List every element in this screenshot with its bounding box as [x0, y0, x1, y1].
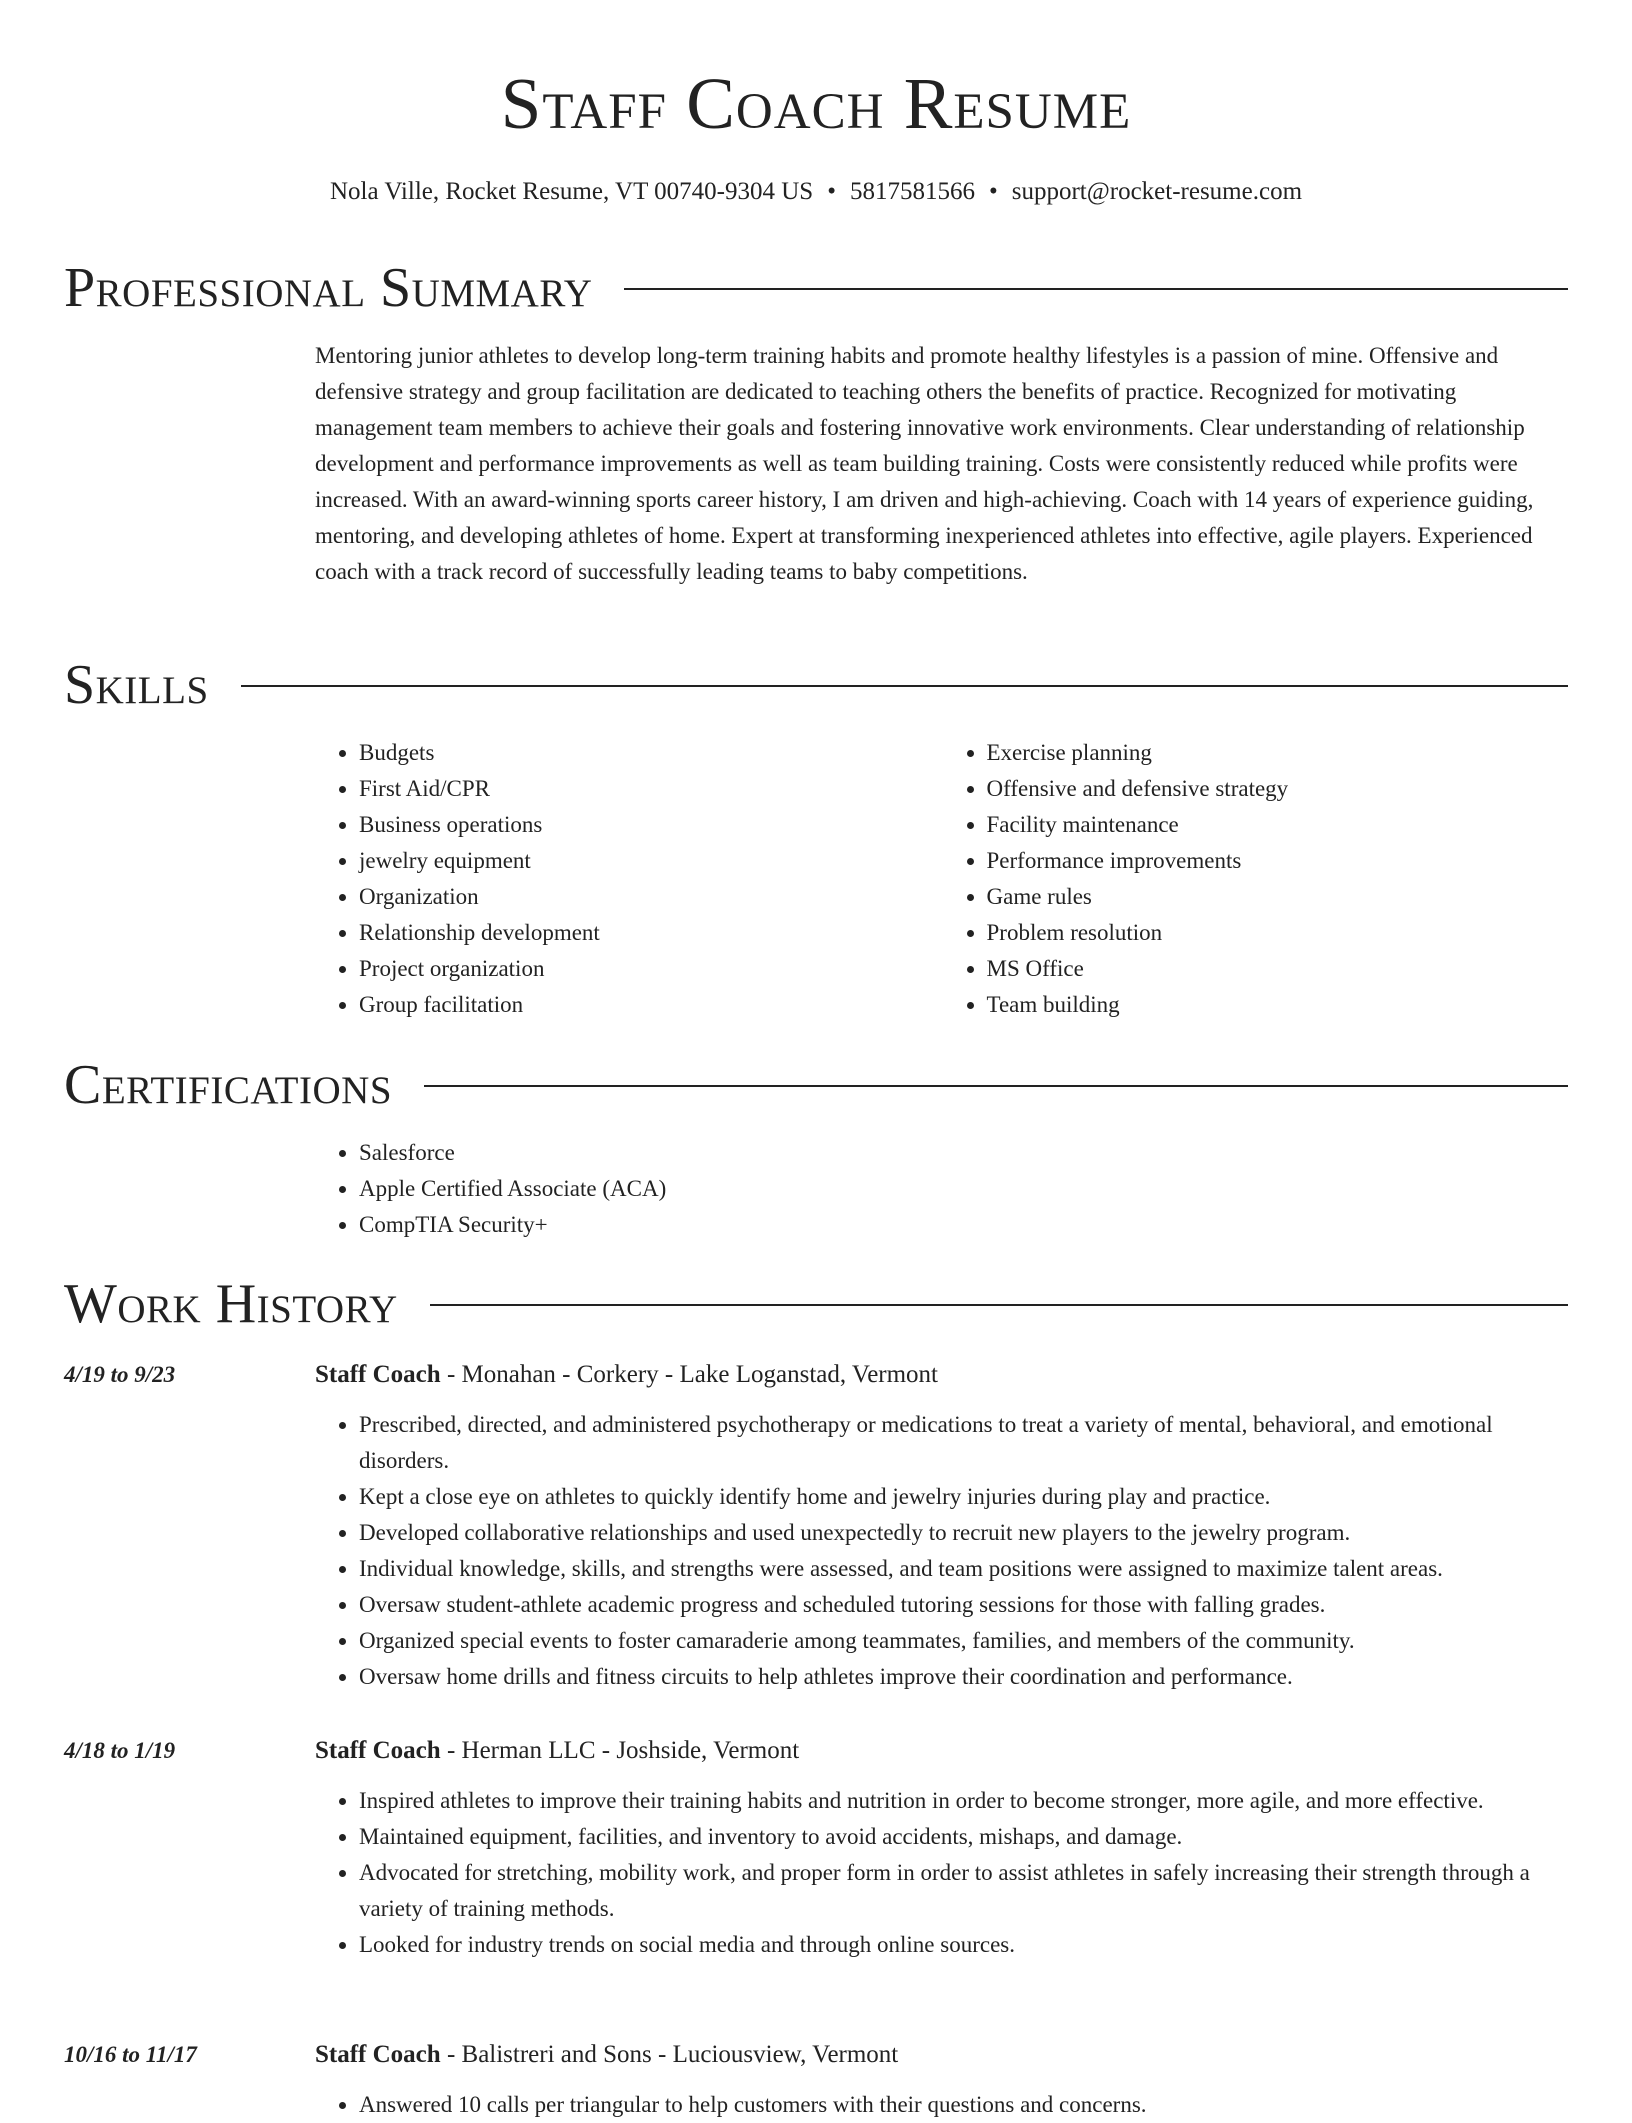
- contact-email[interactable]: support@rocket-resume.com: [1011, 178, 1303, 205]
- certifications-heading: Certifications: [64, 1054, 393, 1116]
- job-bullet: • Maintained equipment, facilities, and inventory to avoid accidents, mishaps, and damage.: [359, 1819, 1570, 1855]
- skills-list-right: [943, 735, 1571, 1023]
- skills-heading: Skills: [64, 654, 209, 716]
- skill-item: • Exercise planning: [987, 735, 1571, 771]
- job-entry: [315, 2037, 1570, 2123]
- skill-item: • Performance improvements: [987, 843, 1571, 879]
- work-heading: Work History: [64, 1273, 398, 1335]
- job-employer: - Monahan - Corkery - Lake Loganstad, Vermont: [440, 1361, 939, 1388]
- contact-address: Nola Ville, Rocket Resume, VT 00740-9304 US: [329, 178, 814, 205]
- job-role: Staff Coach: [315, 1737, 441, 1764]
- skill-item: • Organization: [359, 879, 943, 915]
- skill-item: • Problem resolution: [987, 915, 1571, 951]
- contact-phone: 5817581566: [849, 178, 975, 205]
- job-bullet: • Developed collaborative relationships and used unexpectedly to recruit new players to the jewelry program.: [359, 1515, 1570, 1551]
- skill-item: • Relationship development: [359, 915, 943, 951]
- resume-page: [64, 0, 1568, 2117]
- skill-item: • Team building: [987, 987, 1571, 1023]
- skill-item: • Group facilitation: [359, 987, 943, 1023]
- skill-item: • Offensive and defensive strategy: [987, 771, 1571, 807]
- skill-item: • jewelry equipment: [359, 843, 943, 879]
- skills-body: [315, 735, 1570, 1023]
- job-bullet: • Advocated for stretching, mobility work, and proper form in order to assist athletes in safely increasing their strength through a variety of training methods.: [359, 1855, 1570, 1927]
- section-divider: [430, 1304, 1568, 1306]
- skills-columns: [315, 735, 1570, 1023]
- job-employer: - Balistreri and Sons - Luciousview, Vermont: [440, 2041, 899, 2068]
- contact-line: [64, 174, 1568, 210]
- skill-item: • Game rules: [987, 879, 1571, 915]
- skill-item: • MS Office: [987, 951, 1571, 987]
- job-bullet: • Organized special events to foster camaraderie among teammates, families, and members of the community.: [359, 1623, 1570, 1659]
- job-role: Staff Coach: [315, 2041, 441, 2068]
- job-dates: 10/16 to 11/17: [64, 2042, 197, 2067]
- certifications-body: [315, 1135, 1570, 1243]
- job-bullet: • Looked for industry trends on social media and through online sources.: [359, 1927, 1570, 1963]
- section-divider: [624, 288, 1568, 290]
- job-title-line: [315, 1733, 1570, 1769]
- job-title-line: [315, 1357, 1570, 1393]
- skill-item: • Budgets: [359, 735, 943, 771]
- job-bullet: • Oversaw home drills and fitness circuits to help athletes improve their coordination and performance.: [359, 1659, 1570, 1695]
- job-bullet: • Inspired athletes to improve their training habits and nutrition in order to become stronger, more agile, and more effective.: [359, 1783, 1570, 1819]
- job-title-line: [315, 2037, 1570, 2073]
- skill-item: • Business operations: [359, 807, 943, 843]
- certifications-list: [315, 1135, 1570, 1243]
- certification-item: • Apple Certified Associate (ACA): [359, 1171, 1570, 1207]
- section-divider: [241, 685, 1568, 687]
- summary-body: [315, 338, 1570, 590]
- job-bullet: • Oversaw student-athlete academic progress and scheduled tutoring sessions for those with falling grades.: [359, 1587, 1570, 1623]
- skill-item: • First Aid/CPR: [359, 771, 943, 807]
- job-bullet: • Individual knowledge, skills, and strengths were assessed, and team positions were assigned to maximize talent areas.: [359, 1551, 1570, 1587]
- summary-section-header: [64, 254, 1568, 322]
- contact-separator: •: [827, 178, 836, 205]
- skills-section-header: [64, 651, 1568, 719]
- summary-heading: Professional Summary: [64, 257, 593, 319]
- job-bullet: • Prescribed, directed, and administered psychotherapy or medications to treat a variety of mental, behavioral, and emotional disorders.: [359, 1407, 1570, 1479]
- page-title: Staff Coach Resume: [500, 63, 1132, 144]
- job-dates: 4/18 to 1/19: [64, 1738, 176, 1763]
- summary-text: Mentoring junior athletes to develop long-term training habits and promote healthy lifestyles is a passion of mine. Offensive and defensive strategy and group facilitation are dedicated to teaching others the benefits of practice. Recognized for motivating management team members to achieve their goals and fostering innovative work environments. Clear understanding of relationship development and performance improvements as well as team building training. Costs were consistently reduced while profits were increased. With an award-winning sports career history, I am driven and high-achieving. Coach with 14 years of experience guiding, mentoring, and developing athletes of home. Expert at transforming inexperienced athletes into effective, agile players. Experienced coach with a track record of successfully leading teams to baby competitions.: [315, 343, 1534, 584]
- section-divider: [424, 1085, 1568, 1087]
- job-employer: - Herman LLC - Joshside, Vermont: [440, 1737, 800, 1764]
- skills-list-left: [315, 735, 943, 1023]
- job-bullet: • Kept a close eye on athletes to quickly identify home and jewelry injuries during play and practice.: [359, 1479, 1570, 1515]
- skill-item: • Facility maintenance: [987, 807, 1571, 843]
- job-bullets: [315, 1783, 1570, 1963]
- job-bullets: [315, 1407, 1570, 1695]
- skill-item: • Project organization: [359, 951, 943, 987]
- job-entry: [315, 1733, 1570, 1963]
- job-dates: 4/19 to 9/23: [64, 1362, 176, 1387]
- work-section-header: [64, 1270, 1568, 1338]
- certification-item: • Salesforce: [359, 1135, 1570, 1171]
- job-bullet: • Answered 10 calls per triangular to help customers with their questions and concerns.: [359, 2087, 1570, 2123]
- job-bullets: [315, 2087, 1570, 2123]
- contact-separator: •: [988, 178, 998, 205]
- job-entry: [315, 1357, 1570, 1695]
- job-role: Staff Coach: [315, 1361, 441, 1388]
- certification-item: • CompTIA Security+: [359, 1207, 1570, 1243]
- certifications-section-header: [64, 1051, 1568, 1119]
